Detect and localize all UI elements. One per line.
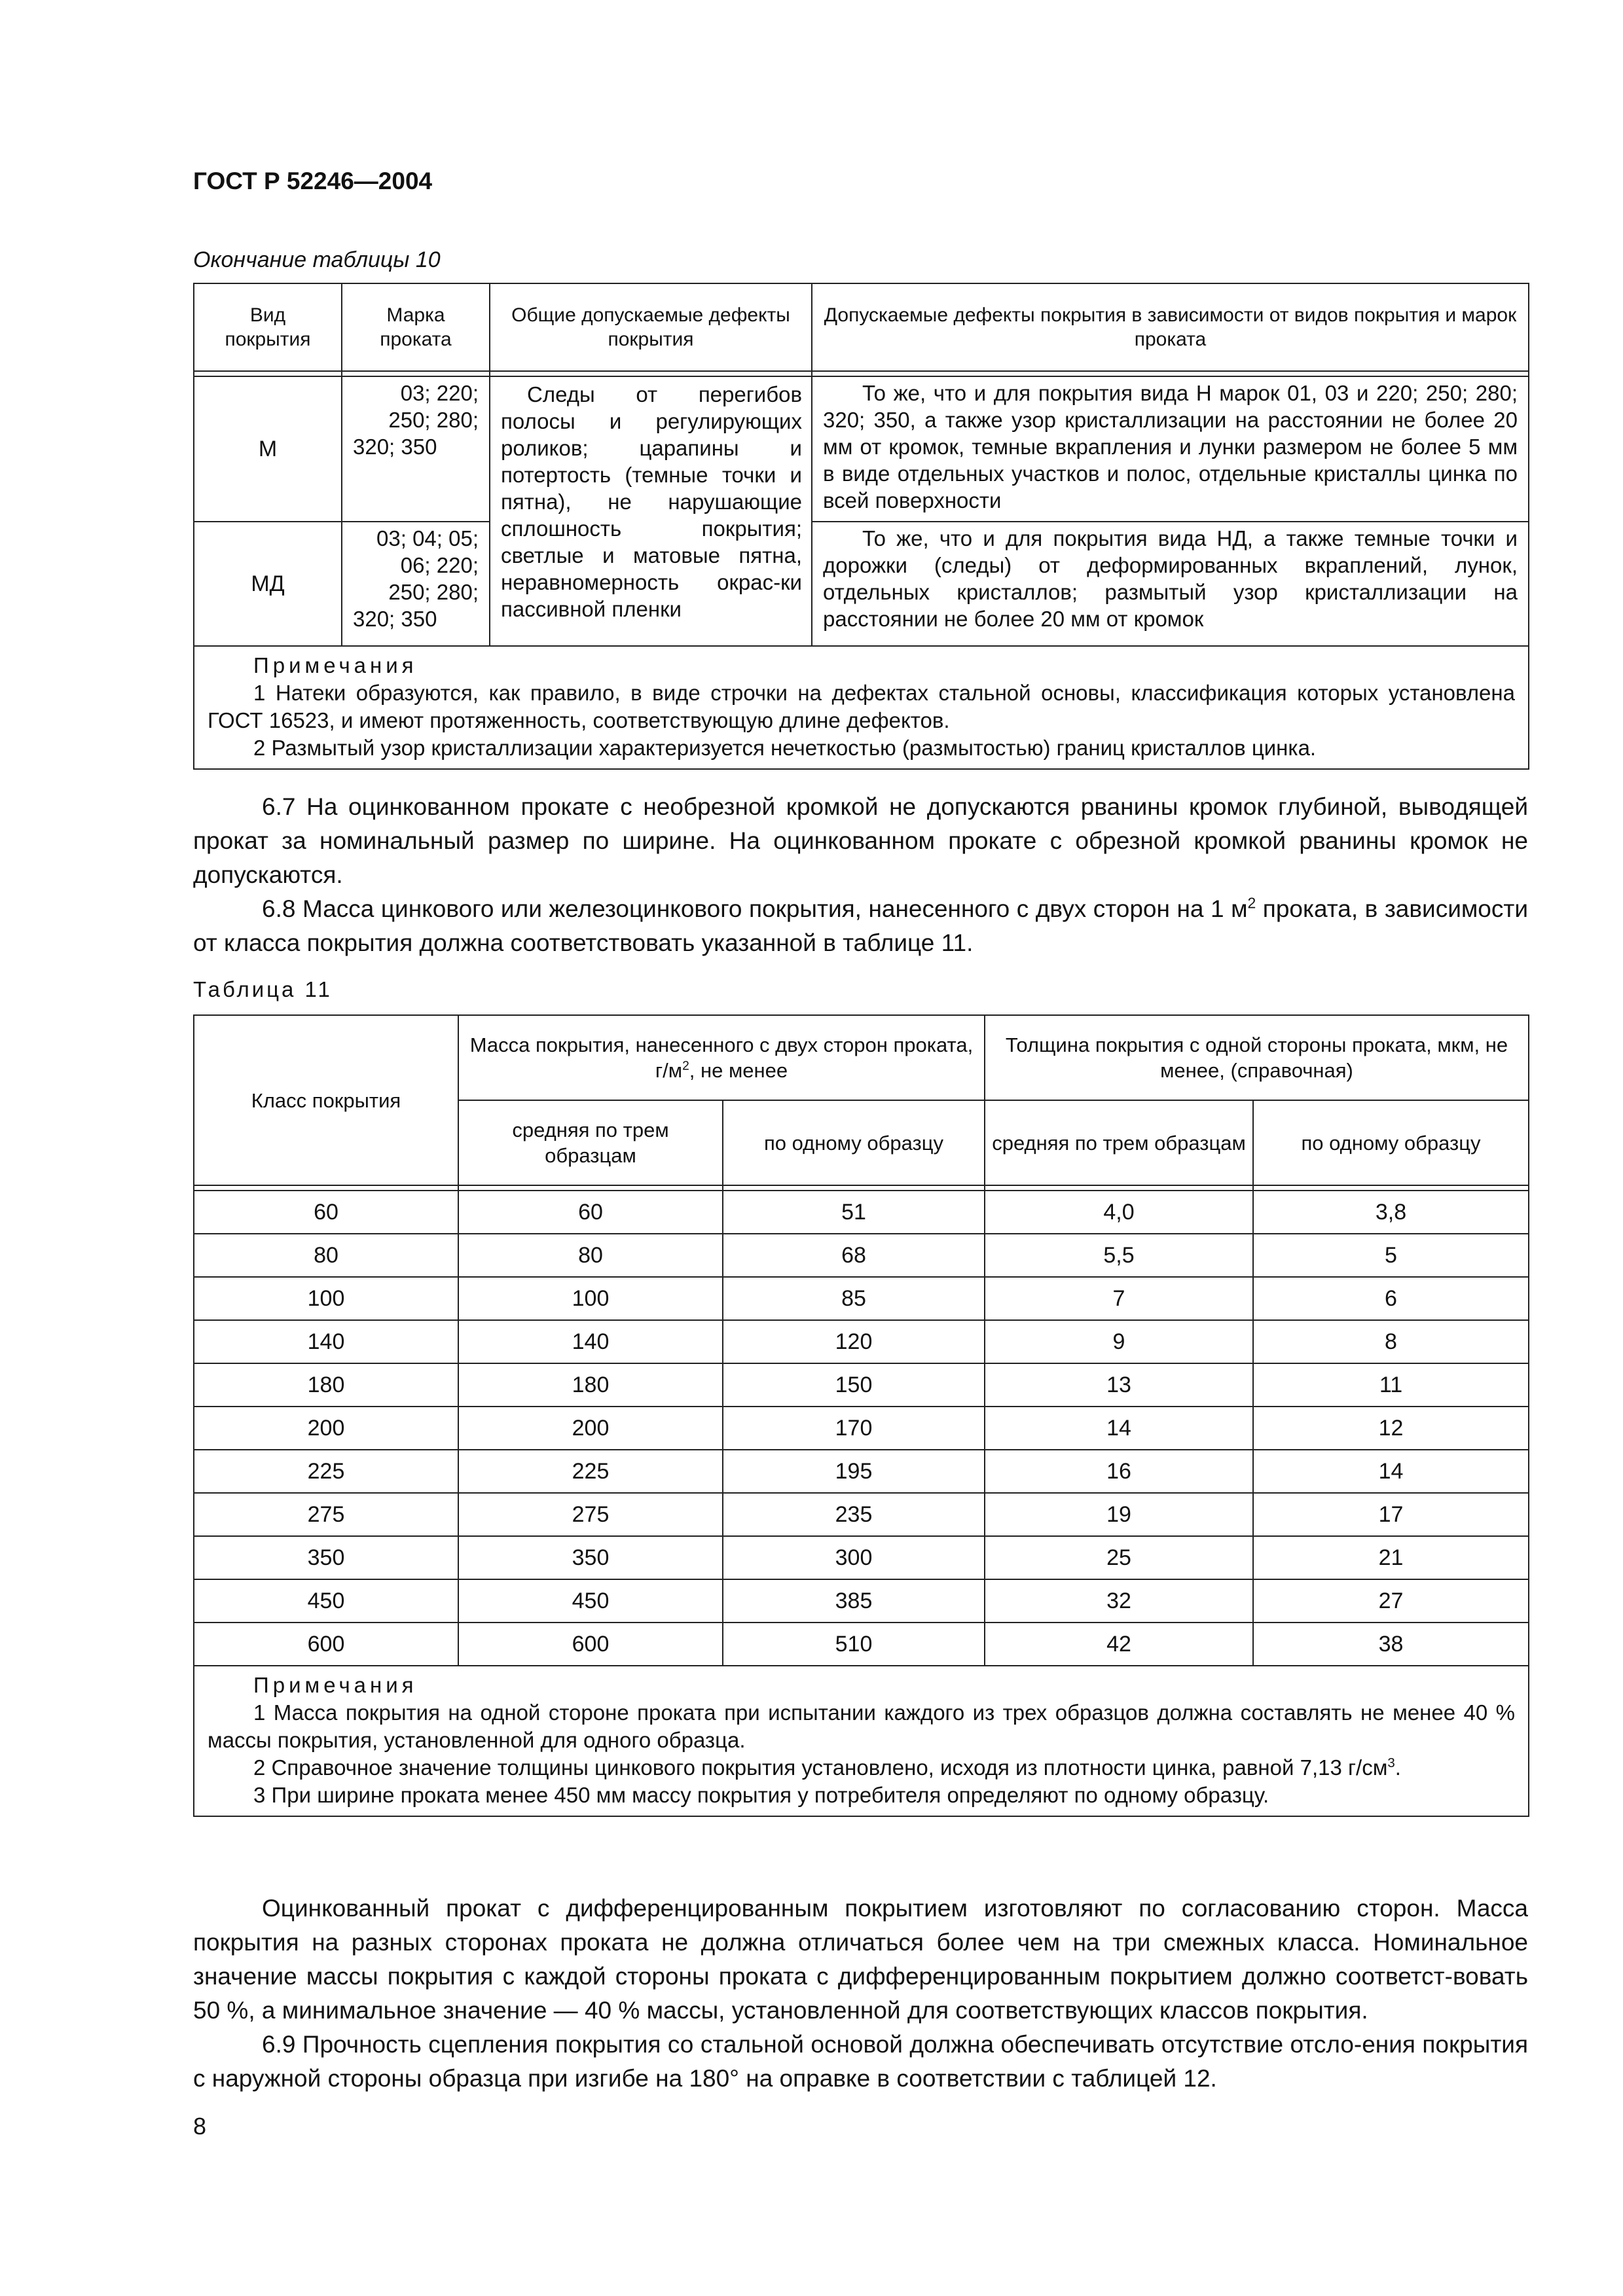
table-11-header-thickness: Толщина покрытия с одной стороны проката, мкм, не менее, (справочная): [985, 1015, 1529, 1100]
table-cell: 225: [194, 1450, 458, 1493]
table-cell: 140: [194, 1320, 458, 1363]
table-11-note-superscript: 3: [1387, 1755, 1395, 1770]
table-11-header-row-1: [194, 1015, 1529, 1100]
table-10-notes: [194, 646, 1529, 769]
table-cell: 170: [723, 1407, 985, 1450]
table-cell: 9: [985, 1320, 1253, 1363]
paragraph-6-8: [193, 892, 1528, 960]
table-11-notes-title: Примечания: [253, 1673, 418, 1697]
table-10-notes-title: Примечания: [253, 653, 418, 677]
table-cell: 100: [458, 1277, 723, 1320]
table-cell: 42: [985, 1623, 1253, 1666]
table-cell: 510: [723, 1623, 985, 1666]
table-10-note: 1 Натеки образуются, как правило, в виде строчки на дефектах стальной основы, классификация которых установлена ГОСТ 16523, и имеют протяженность, соответствующую длине дефектов.: [208, 681, 1515, 732]
table-11-header-separator: [194, 1185, 1529, 1191]
table-cell: 100: [194, 1277, 458, 1320]
table-10-row-m: [194, 376, 1529, 522]
table-11-note: 1 Масса покрытия на одной стороне проката при испытании каждого из трех образцов должна составлять не менее 40 % массы покрытия, установленной для одного образца.: [208, 1700, 1516, 1752]
table-cell: 195: [723, 1450, 985, 1493]
table-cell: 600: [194, 1623, 458, 1666]
paragraph-6-9: 6.9 Прочность сцепления покрытия со стальной основой должна обеспечивать отсутствие отсло-ения покрытия с наружной стороны образца при изгибе на 180° на оправке в соответствии с таблицей 12.: [193, 2031, 1528, 2092]
table-cell: 4,0: [985, 1191, 1253, 1234]
table-cell: 14: [985, 1407, 1253, 1450]
table-row: [194, 1320, 1529, 1363]
paragraph-differentiated-block: [193, 1892, 1528, 2096]
table-cell: 7: [985, 1277, 1253, 1320]
table-cell: 120: [723, 1320, 985, 1363]
table-row: [194, 1623, 1529, 1666]
table-cell: 225: [458, 1450, 723, 1493]
table-10-cell-type: МД: [194, 522, 342, 646]
table-10-header-separator: [194, 371, 1529, 376]
table-cell: 350: [458, 1536, 723, 1579]
table-row: [194, 1234, 1529, 1277]
table-11-note-text: 2 Справочное значение толщины цинкового покрытия установлено, исходя из плотности цинка, равной 7,13 г/см: [253, 1755, 1388, 1780]
table-10-cell-specific: То же, что и для покрытия вида НД, а также темные точки и дорожки (следы) от деформированных вкраплений, лунок, отдельных кристаллов; размытый узор кристаллизации на расстоянии не более 20 мм от кромок: [812, 522, 1529, 646]
table-10-row-md: [194, 522, 1529, 646]
table-cell: 38: [1253, 1623, 1529, 1666]
table-cell: 5,5: [985, 1234, 1253, 1277]
table-row: [194, 1450, 1529, 1493]
paragraph-6-8-text: 6.8 Масса цинкового или железоцинкового покрытия, нанесенного с двух сторон на 1 м: [262, 895, 1248, 922]
table-cell: 450: [458, 1579, 723, 1623]
table-11-note-text-end: .: [1395, 1755, 1401, 1780]
table-cell: 60: [194, 1191, 458, 1234]
table-cell: 140: [458, 1320, 723, 1363]
table-cell: 16: [985, 1450, 1253, 1493]
table-cell: 11: [1253, 1363, 1529, 1407]
table-row: [194, 1493, 1529, 1536]
table-cell: 68: [723, 1234, 985, 1277]
table-cell: 6: [1253, 1277, 1529, 1320]
table-11-header-mass-single: по одному образцу: [723, 1100, 985, 1185]
table-cell: 25: [985, 1536, 1253, 1579]
table-10-cell-specific: То же, что и для покрытия вида Н марок 01, 03 и 220; 250; 280; 320; 350, а также узор кристаллизации на расстоянии не более 20 мм от кромок, темные вкрапления и лунки размером не более 5 мм в виде отдельных участков и полос, отдельные кристаллы цинка по всей поверхности: [812, 376, 1529, 522]
table-cell: 8: [1253, 1320, 1529, 1363]
table-cell: 235: [723, 1493, 985, 1536]
table-cell: 350: [194, 1536, 458, 1579]
table-11-header-mass-text: Масса покрытия, нанесенного с двух сторон проката, г/м: [469, 1033, 974, 1082]
table-11-note: [208, 1754, 1515, 1782]
table-11-body: [194, 1191, 1529, 1666]
table-11: [193, 1014, 1529, 1817]
table-cell: 275: [194, 1493, 458, 1536]
table-cell: 5: [1253, 1234, 1529, 1277]
table-row: [194, 1277, 1529, 1320]
document-code: ГОСТ Р 52246—2004: [193, 168, 433, 194]
table-cell: 85: [723, 1277, 985, 1320]
table-cell: 300: [723, 1536, 985, 1579]
table-cell: 32: [985, 1579, 1253, 1623]
page-number: 8: [193, 2113, 207, 2140]
table-10-cell-grades: 03; 220; 250; 280; 320; 350: [342, 376, 490, 522]
table-row: [194, 1536, 1529, 1579]
paragraph-differentiated: Оцинкованный прокат с дифференцированным покрытием изготовляют по согласованию сторон. Масса покрытия на разных сторонах проката не должна отличаться более чем на три смежных класса. Номинальное значение массы покрытия с каждой стороны проката с дифференцированным покрытием должно соответст-вовать 50 %, а минимальное значение — 40 % массы, установленной для соответствующих классов покрытия.: [193, 1895, 1528, 2024]
table-cell: 60: [458, 1191, 723, 1234]
table-cell: 80: [194, 1234, 458, 1277]
table-11-notes: [194, 1666, 1529, 1816]
table-11-header-mass-text-end: , не менее: [689, 1059, 788, 1082]
table-cell: 13: [985, 1363, 1253, 1407]
table-10-header-row: [194, 283, 1529, 371]
table-cell: 180: [194, 1363, 458, 1407]
table-10-notes-row: [194, 646, 1529, 769]
table-11-header-thickness-single: по одному образцу: [1253, 1100, 1529, 1185]
table-cell: 3,8: [1253, 1191, 1529, 1234]
table-10-header-specific: Допускаемые дефекты покрытия в зависимости от видов покрытия и марок проката: [812, 283, 1529, 371]
table-cell: 150: [723, 1363, 985, 1407]
table-cell: 51: [723, 1191, 985, 1234]
table-cell: 19: [985, 1493, 1253, 1536]
table-cell: 180: [458, 1363, 723, 1407]
table-cell: 17: [1253, 1493, 1529, 1536]
table-11-caption: Таблица 11: [193, 977, 333, 1001]
table-10-caption: Окончание таблицы 10: [193, 247, 441, 272]
table-cell: 27: [1253, 1579, 1529, 1623]
table-10-header-grade: Марка проката: [342, 283, 490, 371]
table-cell: 200: [458, 1407, 723, 1450]
table-10-cell-general-defects: Следы от перегибов полосы и регулирующих роликов; царапины и потертость (темные точки и пятна), не нарушающие сплошность покрытия; светлые и матовые пятна, неравномерность окрас-ки пассивной пленки: [490, 376, 812, 646]
table-10-cell-grades: 03; 04; 05; 06; 220; 250; 280; 320; 350: [342, 522, 490, 646]
table-cell: 385: [723, 1579, 985, 1623]
table-11-header-thickness-average: средняя по трем образцам: [985, 1100, 1253, 1185]
table-10-note: 2 Размытый узор кристаллизации характеризуется нечеткостью (размытостью) границ кристаллов цинка.: [253, 736, 1317, 760]
table-11-header-mass: [458, 1015, 985, 1100]
paragraph-6-8-superscript: 2: [1247, 894, 1256, 912]
table-row: [194, 1579, 1529, 1623]
table-11-note: 3 При ширине проката менее 450 мм массу покрытия у потребителя определяют по одному образцу.: [253, 1783, 1269, 1807]
table-11-notes-row: [194, 1666, 1529, 1816]
table-10: [193, 283, 1529, 770]
table-cell: 275: [458, 1493, 723, 1536]
table-row: [194, 1191, 1529, 1234]
table-row: [194, 1363, 1529, 1407]
table-cell: 21: [1253, 1536, 1529, 1579]
paragraph-6-7: 6.7 На оцинкованном прокате с необрезной кромкой не допускаются рванины кромок глубиной, выводящей прокат за номинальный размер по ширине. На оцинкованном прокате с обрезной кромкой рванины кромок не допускаются.: [193, 793, 1528, 888]
table-row: [194, 1407, 1529, 1450]
table-10-header-type: Вид покрытия: [194, 283, 342, 371]
table-cell: 200: [194, 1407, 458, 1450]
table-cell: 80: [458, 1234, 723, 1277]
paragraph-6-8-text-end: проката, в зависимости от класса покрытия должна соответствовать указанной в таблице 11.: [193, 895, 1528, 956]
table-cell: 450: [194, 1579, 458, 1623]
table-cell: 14: [1253, 1450, 1529, 1493]
table-11-header-class: Класс покрытия: [194, 1015, 458, 1185]
paragraph-6-7-block: [193, 790, 1528, 960]
table-cell: 600: [458, 1623, 723, 1666]
table-10-cell-type: М: [194, 376, 342, 522]
table-11-header-mass-average: средняя по трем образцам: [458, 1100, 723, 1185]
table-10-header-general: Общие допускаемые дефекты покрытия: [490, 283, 812, 371]
table-cell: 12: [1253, 1407, 1529, 1450]
table-11-header-mass-superscript: 2: [682, 1059, 689, 1073]
